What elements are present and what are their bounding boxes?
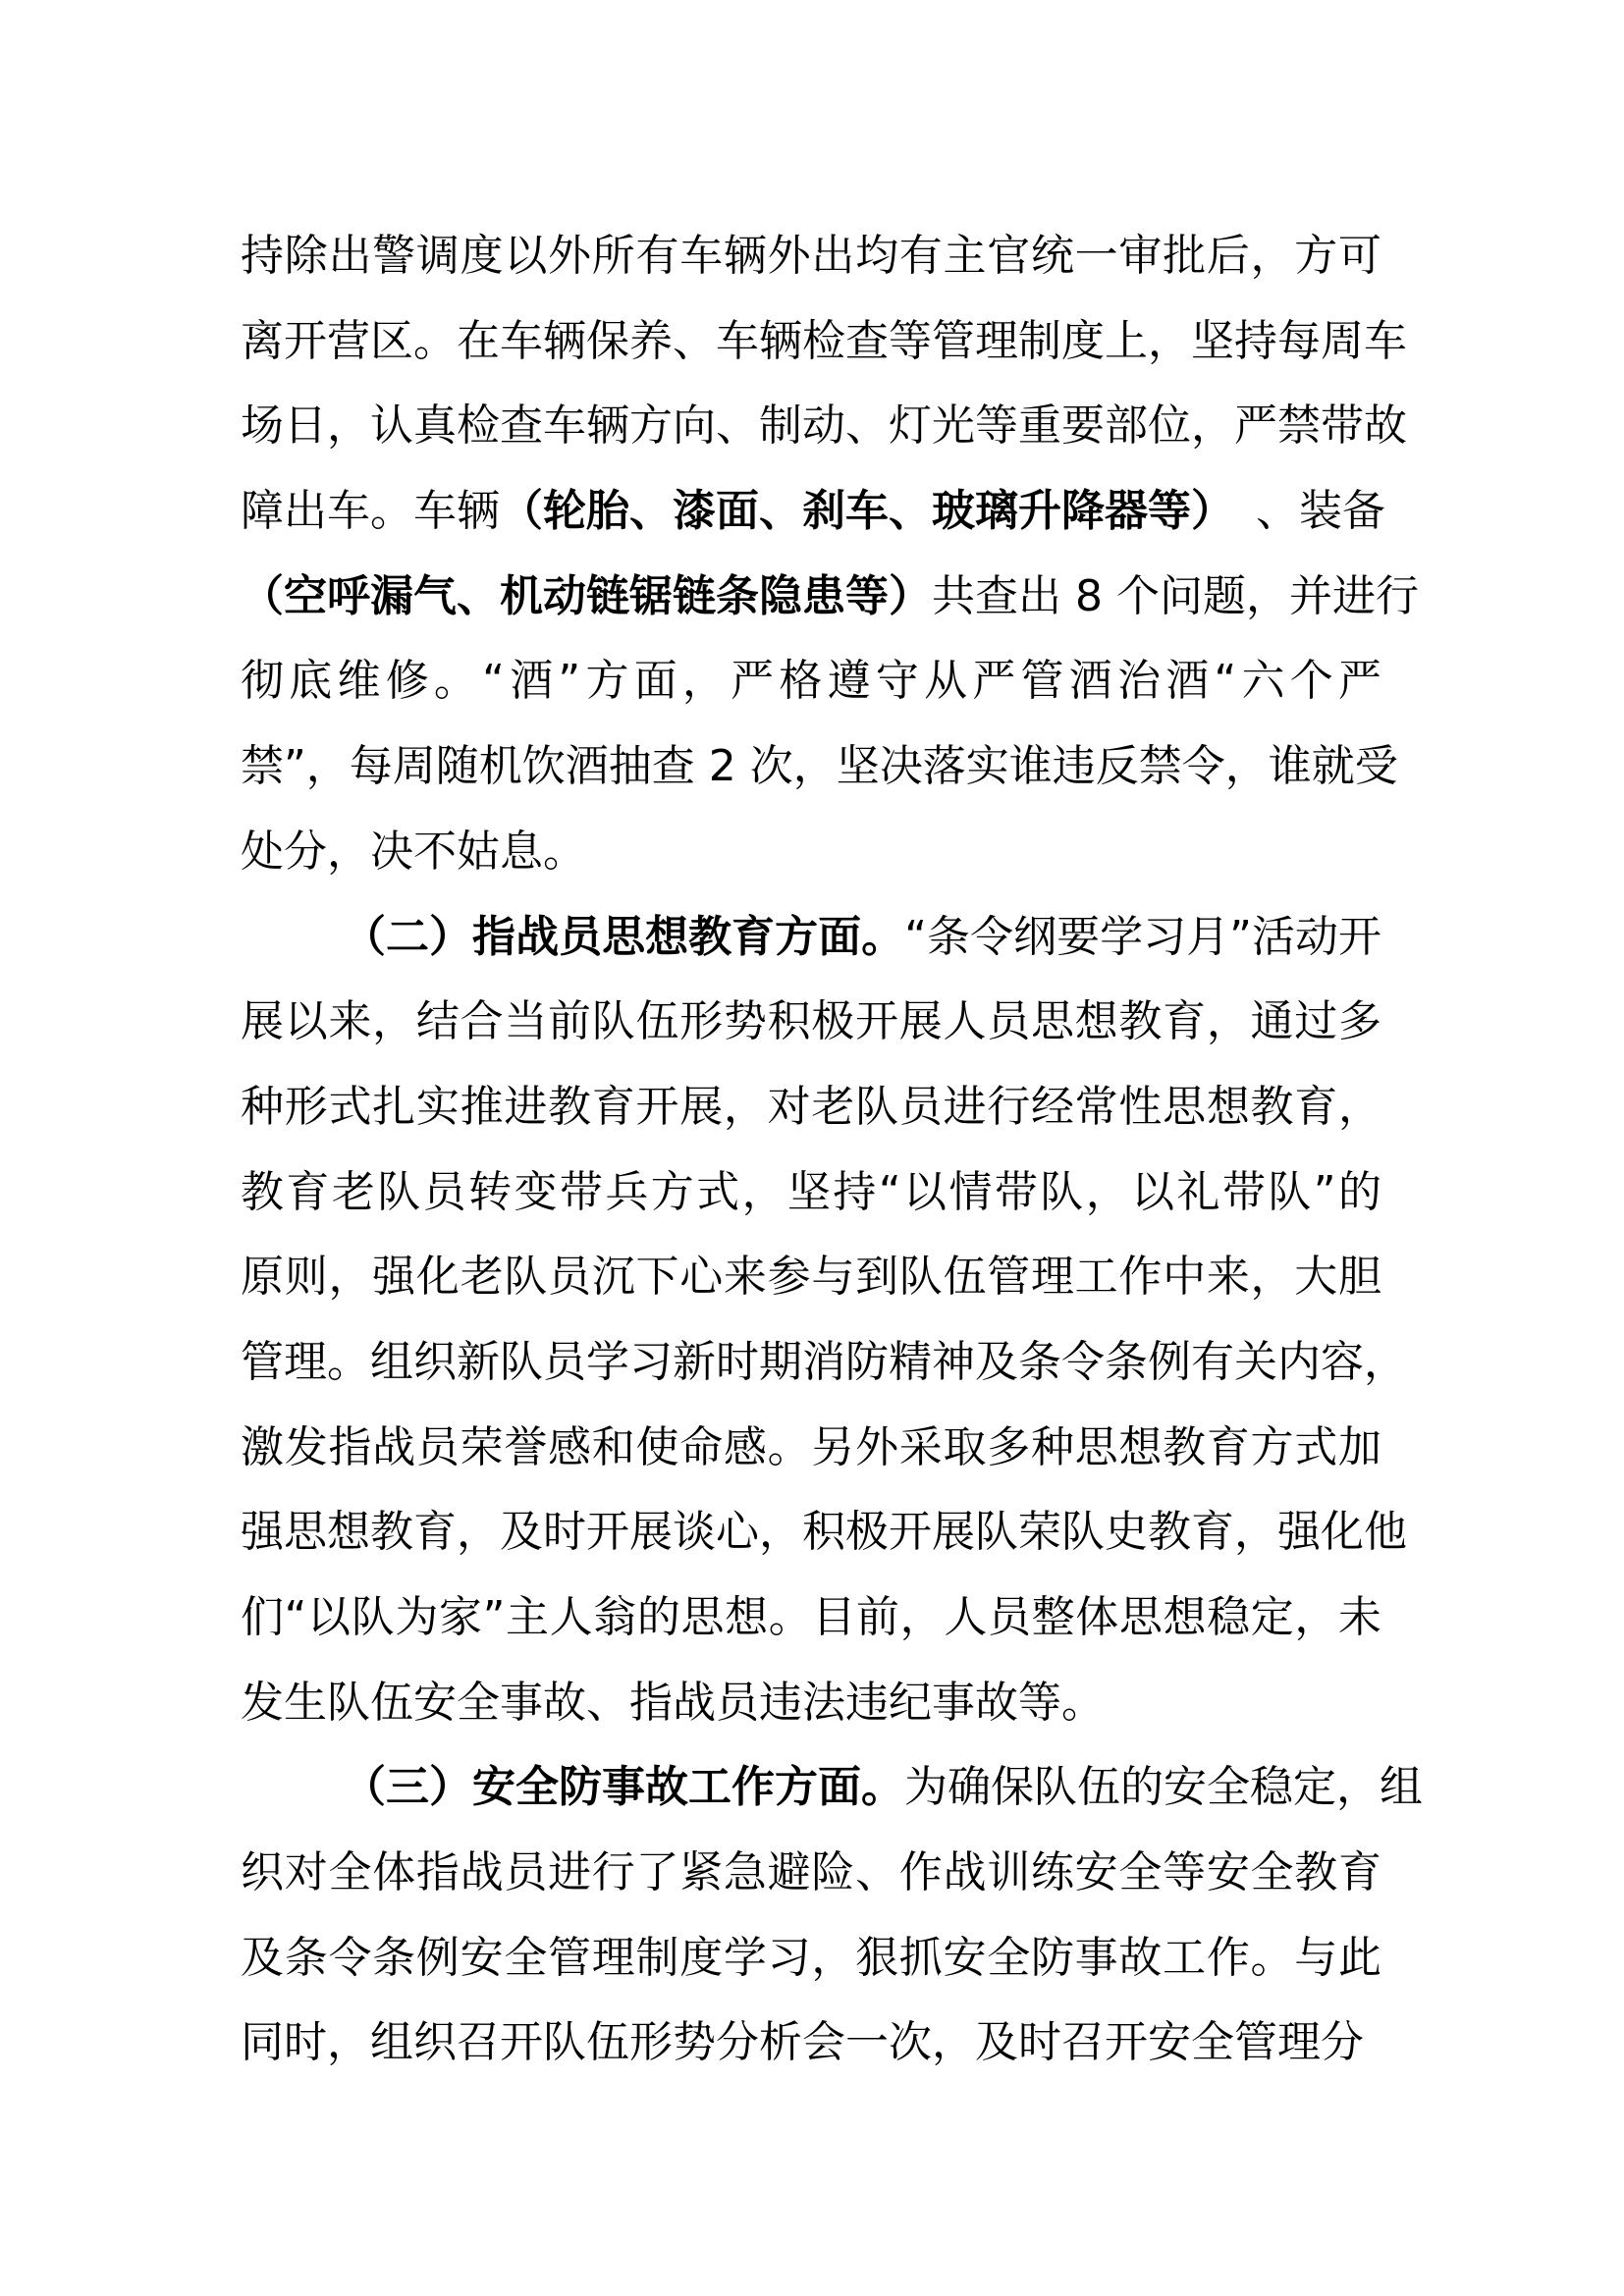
text-line — [241, 299, 1407, 385]
text-line — [241, 1575, 1381, 1661]
text-line — [241, 1916, 1381, 2002]
text-run: 管理。组织新队员学习新时期消防精神及条令条例有关内容， — [241, 1336, 1407, 1387]
text-line — [241, 1235, 1381, 1320]
text-run: 种形式扎实推进教育开展，对老队员进行经常性思想教育， — [241, 1081, 1381, 1132]
text-run: 发生队伍安全事故、指战员违法违纪事故等。 — [241, 1677, 1105, 1728]
paragraph-ideological-education — [241, 895, 1407, 1746]
text-line — [241, 724, 1398, 810]
text-line — [241, 810, 1381, 895]
bold-text-run: （轮胎、漆面、刹车、玻璃升降器等） — [500, 486, 1213, 537]
text-run: “条令纲要学习月”活动开 — [904, 911, 1382, 962]
text-line — [241, 555, 1419, 640]
text-line — [241, 980, 1381, 1065]
text-line — [241, 1745, 1423, 1831]
text-line — [241, 1490, 1407, 1575]
text-line — [241, 1065, 1381, 1150]
text-line — [241, 1661, 1381, 1746]
text-run: 激发指战员荣誉感和使命感。另外采取多种思想教育方式加 — [241, 1421, 1381, 1472]
text-run: 离开营区。在车辆保养、车辆检查等管理制度上，坚持每周车 — [241, 315, 1407, 366]
text-line — [241, 214, 1381, 299]
text-run: 同时，组织召开队伍形势分析会一次，及时召开安全管理分 — [241, 2017, 1364, 2068]
text-run: 织对全体指战员进行了紧急避险、作战训练安全等安全教育 — [241, 1847, 1381, 1898]
paragraph-vehicle-management — [241, 214, 1419, 895]
text-run: 持除出警调度以外所有车辆外出均有主官统一审批后，方可 — [241, 231, 1381, 281]
document-page — [241, 214, 1423, 2086]
text-run: 原则，强化老队员沉下心来参与到队伍管理工作中来，大胆 — [241, 1252, 1381, 1303]
text-run: 及条令条例安全管理制度学习，狠抓安全防事故工作。与此 — [241, 1932, 1381, 1983]
text-run: 、装备 — [1213, 486, 1385, 537]
text-run: 们“以队为家”主人翁的思想。目前，人员整体思想稳定，未 — [241, 1592, 1381, 1642]
text-run: 处分，决不姑息。 — [241, 826, 586, 877]
text-run: 展以来，结合当前队伍形势积极开展人员思想教育，通过多 — [241, 996, 1381, 1047]
text-line — [241, 1150, 1381, 1236]
text-run: 强思想教育，及时开展谈心，积极开展队荣队史教育，强化他 — [241, 1507, 1407, 1558]
bold-text-run: （空呼漏气、机动链锯链条隐患等） — [241, 570, 932, 621]
text-run: 共查出 8 个问题，并进行 — [932, 570, 1419, 621]
text-line — [241, 1320, 1407, 1406]
bold-text-run: （二）指战员思想教育方面。 — [343, 911, 905, 962]
paragraph-safety-accident-prevention — [241, 1745, 1423, 2086]
text-line — [241, 895, 1381, 981]
text-line — [241, 2001, 1381, 2086]
text-run: 障出车。车辆 — [241, 486, 500, 537]
text-run: 禁”，每周随机饮酒抽查 2 次，坚决落实谁违反禁令，谁就受 — [241, 741, 1398, 792]
text-run: 场日，认真检查车辆方向、制动、灯光等重要部位，严禁带故 — [241, 400, 1407, 452]
text-run: 彻底维修。“酒”方面，严格遵守从严管酒治酒“六个严 — [241, 656, 1381, 707]
text-run: 为确保队伍的安全稳定，组 — [904, 1762, 1423, 1813]
text-run: 教育老队员转变带兵方式，坚持“以情带队，以礼带队”的 — [241, 1166, 1381, 1217]
text-line — [241, 1406, 1381, 1491]
bold-text-run: （三）安全防事故工作方面。 — [343, 1762, 904, 1813]
text-line — [241, 639, 1381, 724]
text-line — [241, 469, 1385, 555]
text-line — [241, 1831, 1381, 1916]
text-line — [241, 384, 1407, 469]
